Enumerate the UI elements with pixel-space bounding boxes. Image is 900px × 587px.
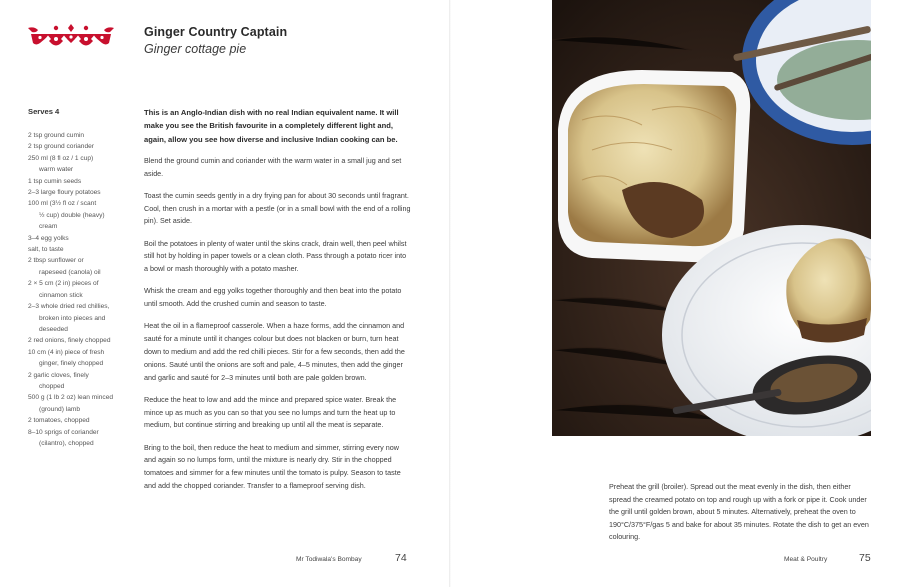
ingredient-item: 1 tsp cumin seeds [28,177,82,185]
cottage-pie-photo [552,0,871,436]
ingredient-item: 2 tomatoes, chopped [28,417,90,425]
ingredient-item: deseeded [39,325,68,333]
red-ornament-logo [26,22,116,48]
ingredient-item: cream [39,223,58,231]
ingredient-item: 250 ml (8 fl oz / 1 cup) [28,154,94,162]
ingredient-item: 8–10 sprigs of coriander [28,428,99,436]
ingredient-item: cinnamon stick [39,291,83,299]
running-footer-right: Meat & Poultry [784,556,828,563]
method-step: Heat the oil in a flameproof casserole. When a haze forms, add the cinnamon and sauté for a minute until it changes colour but does not blacken or burn, turn heat down to medium and add the red chilli pieces. Stir for a few seconds, then add the onions. Sauté until the onions are soft and pale, 4–5 minutes, then add the ginger and garlic and sauté for 2–3 minutes until both are pale golden brown. [144,321,405,382]
running-footer-left: Mr Todiwala's Bombay [296,556,362,563]
ingredient-item: 2 tbsp sunflower or [28,257,84,265]
ingredient-item: salt, to taste [28,246,64,254]
ingredient-item: 10 cm (4 in) piece of fresh [28,348,105,356]
serves-label: Serves 4 [28,107,60,116]
ingredient-item: 3–4 egg yolks [28,234,69,242]
intro-paragraph: This is an Anglo-Indian dish with no real Indian equivalent name. It will make you see the British favourite in a completely different light and, again, allow you see how diverse and inclusive Indian cooking can be. [144,108,399,144]
ingredient-item: 2 garlic cloves, finely [28,371,89,379]
method-step: Bring to the boil, then reduce the heat to medium and simmer, stirring every now and again so no lumps form, until the mixture is nearly dry. Stir in the chopped tomatoes and simmer for a few minutes until the tomato is pulpy. Season to taste and add the chopped coriander. Transfer to a flameproof serving dish. [144,442,401,490]
ingredient-item: 2–3 large floury potatoes [28,189,101,197]
ingredient-item: rapeseed (canola) oil [39,268,101,276]
ingredient-list [28,130,123,449]
photo-illustration [552,0,871,436]
ingredient-item: (ground) lamb [39,405,81,413]
ingredient-item: warm water [39,166,74,174]
method-step: Toast the cumin seeds gently in a dry frying pan for about 30 seconds until fragrant. Cool, then crush in a mortar with a pestle (or in a small bowl with the end of a rolling pin). Set aside. [144,190,411,226]
ingredient-item: chopped [39,382,65,390]
ingredient-item: 2 red onions, finely chopped [28,337,111,345]
method-step: Whisk the cream and egg yolks together thoroughly and then beat into the potato until smooth. Add the crushed cumin and season to taste. [144,286,402,309]
method-step: Blend the ground cumin and coriander with the warm water in a small jug and set aside. [144,155,402,178]
ingredient-item: 2–3 whole dried red chillies, [28,303,110,311]
book-gutter [449,0,451,587]
recipe-title: Ginger Country Captain [144,25,288,39]
method-continued: Preheat the grill (broiler). Spread out the meat evenly in the dish, then either spread the creamed potato on top and rough up with a fork or pipe it. Cook under the grill until golden brown, about 5 minutes. Alternatively, preheat the oven to 190°C/375°F/gas 5 and bake for about 35 minutes. Rotate the dish to get an even colouring. [609,482,869,542]
ingredient-item: 2 tsp ground cumin [28,132,85,139]
ingredient-item: 2 × 5 cm (2 in) pieces of [28,280,99,288]
method-step: Reduce the heat to low and add the mince and prepared spice water. Break the mince up as much as you can so that you see no lumps and turn the heat up to medium, but continue stirring and breaking up until all the meat is separate. [144,394,397,430]
ingredient-item: broken into pieces and [39,314,106,322]
page-number-left: 74 [395,552,407,564]
method-step: Boil the potatoes in plenty of water until the skins crack, drain well, then peel whilst still hot by holding in paper towels or a clean cloth. Pass through a potato ricer into a bowl or mash thoroughly with a potato masher. [144,238,407,274]
page-number-right: 75 [859,552,871,564]
method-column [144,106,412,502]
ingredient-item: (cilantro), chopped [39,439,94,447]
ingredient-item: 500 g (1 lb 2 oz) lean minced [28,394,114,402]
recipe-subtitle: Ginger cottage pie [144,42,247,56]
ingredient-item: 100 ml (3½ fl oz / scant [28,200,97,208]
ingredient-item: ginger, finely chopped [39,360,104,368]
ingredient-item: 2 tsp ground coriander [28,143,94,151]
ingredient-item: ½ cup) double (heavy) [39,211,105,219]
